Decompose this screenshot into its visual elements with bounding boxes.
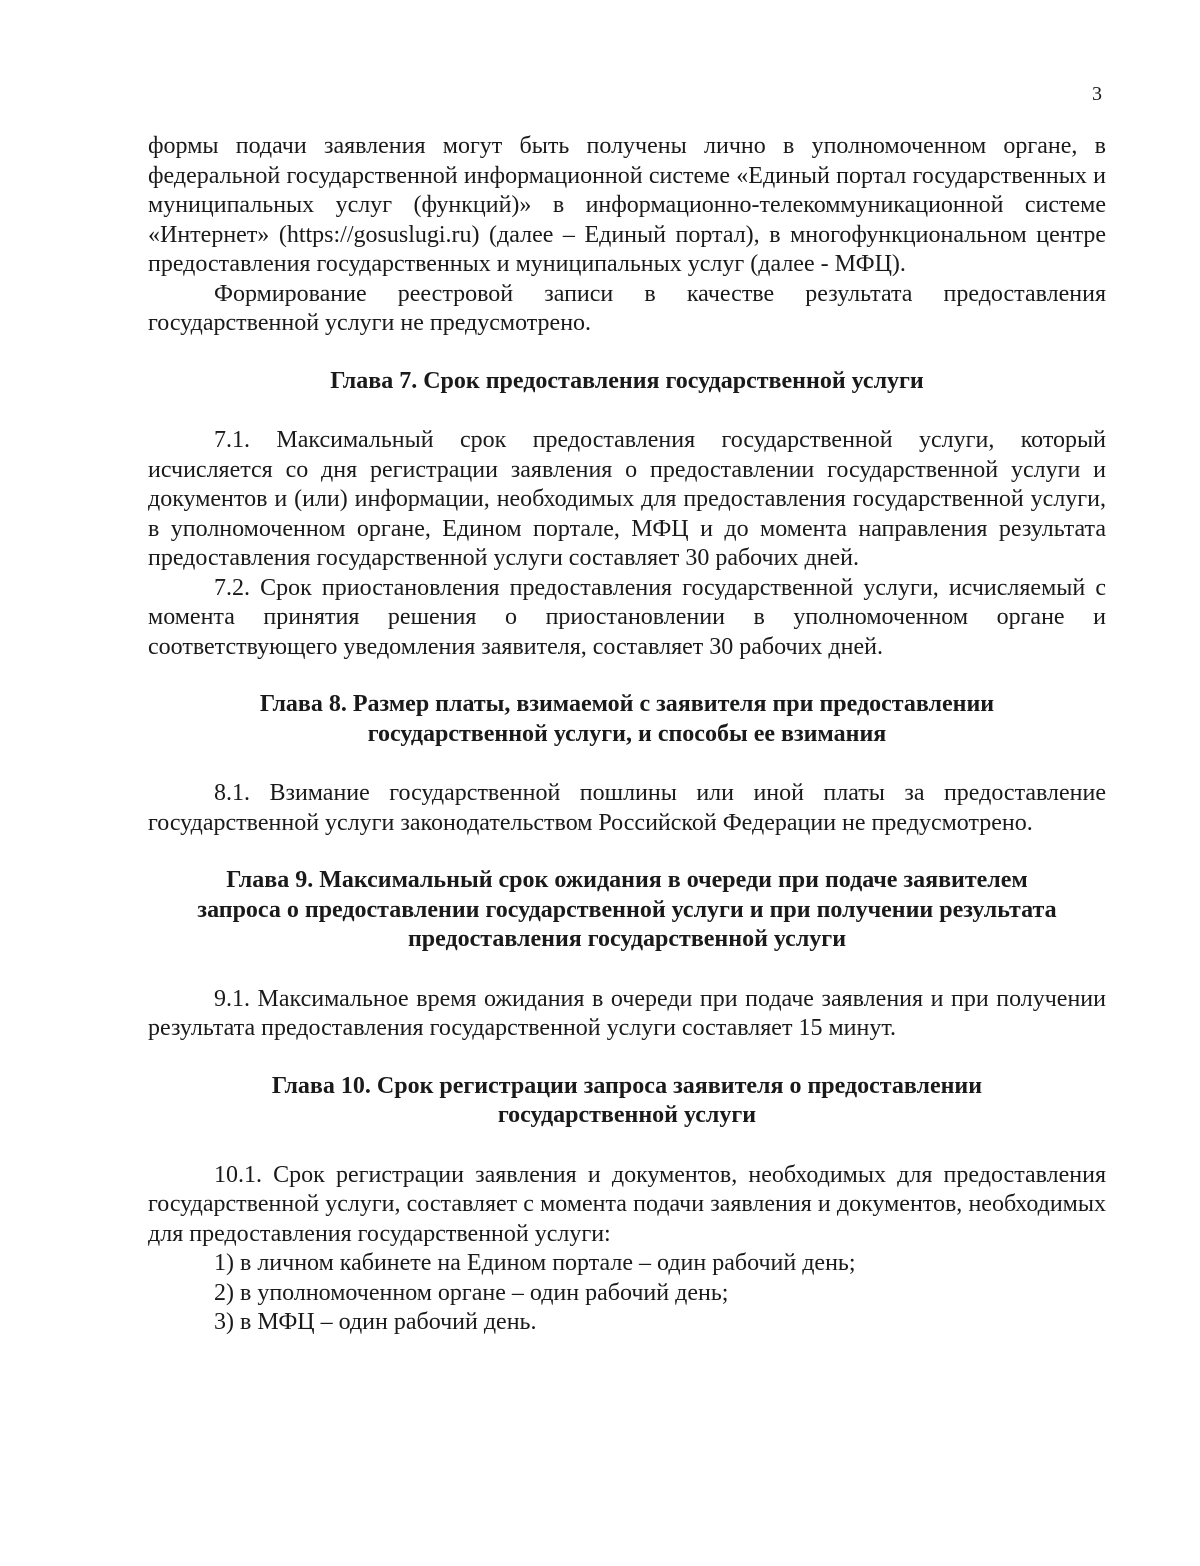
heading-chapter-10	[148, 1072, 1106, 1131]
paragraph-7-2: 7.2. Срок приостановления предоставления государственной услуги, исчисляемый с момента принятия решения о приостановлении в уполномоченном органе и соответствующего уведомления заявителя, составляет 30 рабочих дней.	[148, 574, 1106, 660]
document-body	[148, 132, 1106, 1338]
paragraph-9-1: 9.1. Максимальное время ожидания в очереди при подаче заявления и при получении результата предоставления государственной услуги составляет 15 минут.	[148, 985, 1106, 1041]
paragraph-registry: Формирование реестровой записи в качестве результата предоставления государственной услуги не предусмотрено.	[148, 280, 1106, 336]
paragraph-7-1: 7.1. Максимальный срок предоставления государственной услуги, который исчисляется со дня регистрации заявления о предоставлении государственной услуги и документов и (или) информации, необходимых для предоставления государственной услуги, в уполномоченном органе, Едином портале, МФЦ и до момента направления результата предоставления государственной услуги составляет 30 рабочих дней.	[148, 427, 1106, 571]
list-item: 2) в уполномоченном органе – один рабочий день;	[214, 1279, 729, 1306]
paragraph-8-1: 8.1. Взимание государственной пошлины или иной платы за предоставление государственной услуги законодательством Российской Федерации не предусмотрено.	[148, 780, 1106, 836]
heading-chapter-9-line2: запроса о предоставлении государственной услуги и при получении результата	[197, 896, 1057, 923]
list-item: 1) в личном кабинете на Едином портале – один рабочий день;	[214, 1250, 856, 1276]
heading-chapter-9-line3: предоставления государственной услуги	[407, 926, 847, 952]
heading-chapter-7	[148, 367, 1106, 397]
heading-chapter-8-line2: государственной услуги, и способы ее взимания	[367, 720, 887, 747]
heading-chapter-9	[148, 866, 1106, 955]
paragraph-10-1: 10.1. Срок регистрации заявления и документов, необходимых для предоставления государственной услуги, составляет с момента подачи заявления и документов, необходимых для предоставления государственной услуги:	[148, 1161, 1106, 1247]
list-item: 3) в МФЦ – один рабочий день.	[214, 1309, 537, 1335]
heading-chapter-8	[148, 690, 1106, 749]
heading-chapter-8-line1: Глава 8. Размер платы, взимаемой с заявителя при предоставлении	[259, 691, 995, 717]
heading-chapter-9-line1: Глава 9. Максимальный срок ожидания в очереди при подаче заявителем	[226, 867, 1028, 893]
page-number: 3	[1092, 83, 1102, 105]
heading-chapter-7-text: Глава 7. Срок предоставления государственной услуги	[330, 367, 924, 394]
heading-chapter-10-line1: Глава 10. Срок регистрации запроса заявителя о предоставлении	[271, 1072, 983, 1099]
heading-chapter-10-line2: государственной услуги	[497, 1102, 757, 1128]
paragraph-intro: формы подачи заявления могут быть получены лично в уполномоченном органе, в федеральной государственной информационной системе «Единый портал государственных и муниципальных услуг (функций)» в информационно-телекоммуникационной системе «Интернет» (https://gosuslugi.ru) (далее – Единый портал), в многофункциональном центре предоставления государственных и муниципальных услуг (далее - МФЦ).	[148, 133, 1106, 277]
